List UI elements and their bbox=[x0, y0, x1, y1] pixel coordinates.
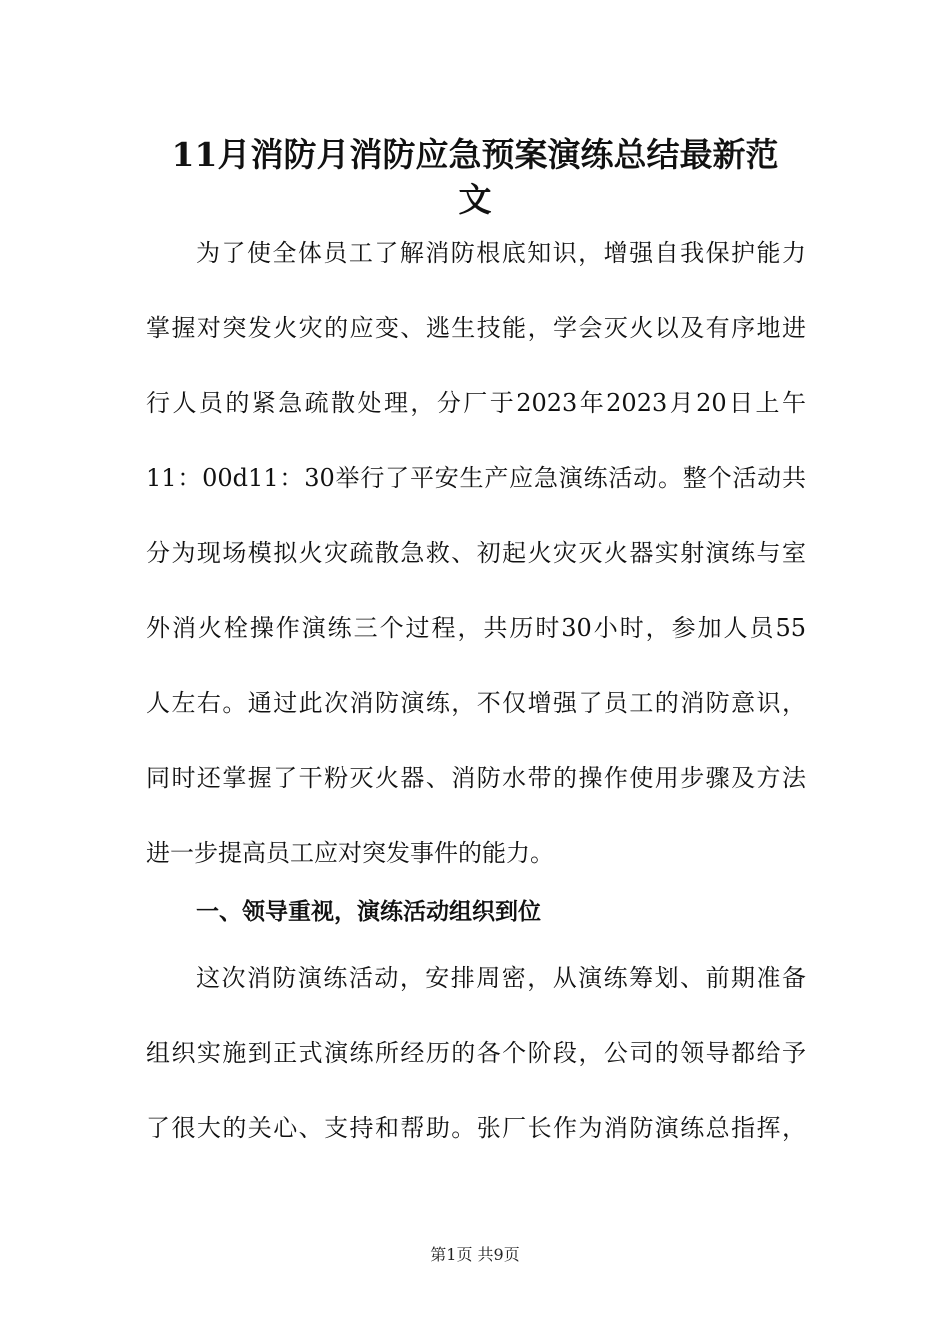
paragraph-line: 人左右。通过此次消防演练，不仅增强了员工的消防意识， bbox=[146, 689, 806, 717]
paragraph-line: 同时还掌握了干粉灭火器、消防水带的操作使用步骤及方法 bbox=[146, 764, 806, 792]
page-footer: 第1页 共9页 bbox=[430, 1245, 520, 1264]
document-title-line-2: 文 bbox=[458, 180, 492, 219]
paragraph-line: 11：00d11：30举行了平安生产应急演练活动。整个活动共 bbox=[146, 464, 806, 492]
paragraph-line: 外消火栓操作演练三个过程，共历时30小时，参加人员55 bbox=[146, 614, 806, 642]
paragraph-line: 组织实施到正式演练所经历的各个阶段，公司的领导都给予 bbox=[146, 1039, 806, 1067]
document-title-line-1: 11月消防月消防应急预案演练总结最新范 bbox=[171, 135, 779, 174]
section-heading: 一、领导重视，演练活动组织到位 bbox=[196, 899, 541, 925]
paragraph-line: 掌握对突发火灾的应变、逃生技能，学会灭火以及有序地进 bbox=[146, 314, 806, 342]
paragraph-line: 分为现场模拟火灾疏散急救、初起火灾灭火器实射演练与室 bbox=[146, 539, 806, 567]
paragraph-line: 进一步提高员工应对突发事件的能力。 bbox=[146, 839, 554, 867]
paragraph-line: 为了使全体员工了解消防根底知识，增强自我保护能力 bbox=[196, 239, 806, 267]
paragraph-line: 了很大的关心、支持和帮助。张厂长作为消防演练总指挥， bbox=[146, 1114, 806, 1142]
paragraph-line: 行人员的紧急疏散处理，分厂于2023年2023月20日上午 bbox=[146, 389, 806, 417]
paragraph-line: 这次消防演练活动，安排周密，从演练筹划、前期准备 bbox=[196, 964, 806, 992]
